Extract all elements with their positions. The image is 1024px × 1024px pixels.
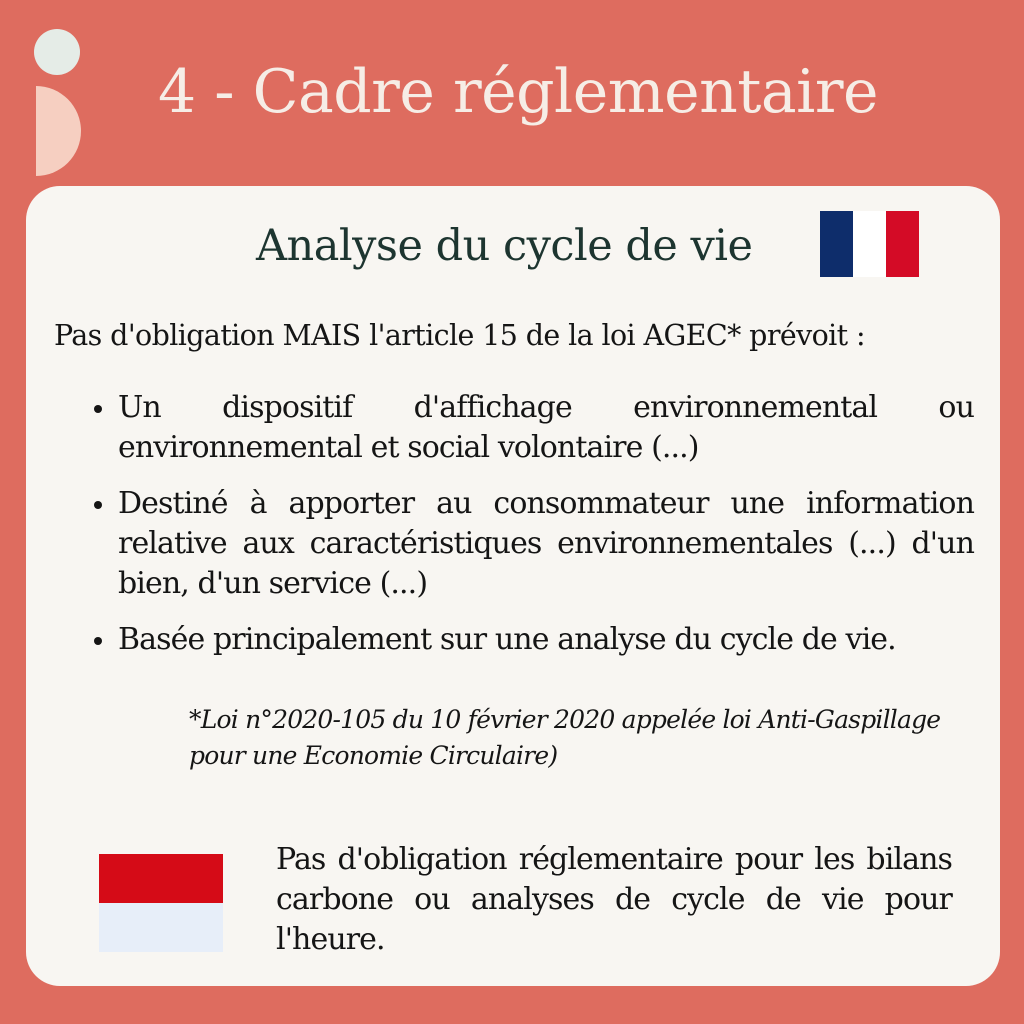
section-title: Analyse du cycle de vie [256, 221, 753, 271]
flag-stripe-white [99, 903, 223, 952]
bullet-item: Destiné à apporter au consommateur une information relative aux caractéristiques environnementales (...) d'un bien, d'un service (...) [90, 484, 974, 604]
france-flag-icon [820, 211, 919, 277]
footnote: *Loi n°2020-105 du 10 février 2020 appelée loi Anti-Gaspillage pour une Economie Circulaire) [189, 705, 941, 770]
content-card [26, 186, 1000, 986]
bullet-list [90, 388, 974, 676]
bullet-item: Basée principalement sur une analyse du cycle de vie. [90, 620, 974, 660]
monaco-flag-icon [99, 854, 223, 952]
bullet-item: Un dispositif d'affichage environnemental ou environnemental et social volontaire (...) [90, 388, 974, 468]
monaco-note: Pas d'obligation réglementaire pour les bilans carbone ou analyses de cycle de vie pour l'heure. [276, 842, 952, 957]
flag-stripe-blue [820, 211, 853, 277]
flag-stripe-red [99, 854, 223, 903]
intro-text: Pas d'obligation MAIS l'article 15 de la loi AGEC* prévoit : [54, 319, 865, 352]
page-title: 4 - Cadre réglementaire [158, 57, 879, 127]
flag-stripe-red [886, 211, 919, 277]
flag-stripe-white [853, 211, 886, 277]
brand-logo-icon [0, 0, 100, 190]
